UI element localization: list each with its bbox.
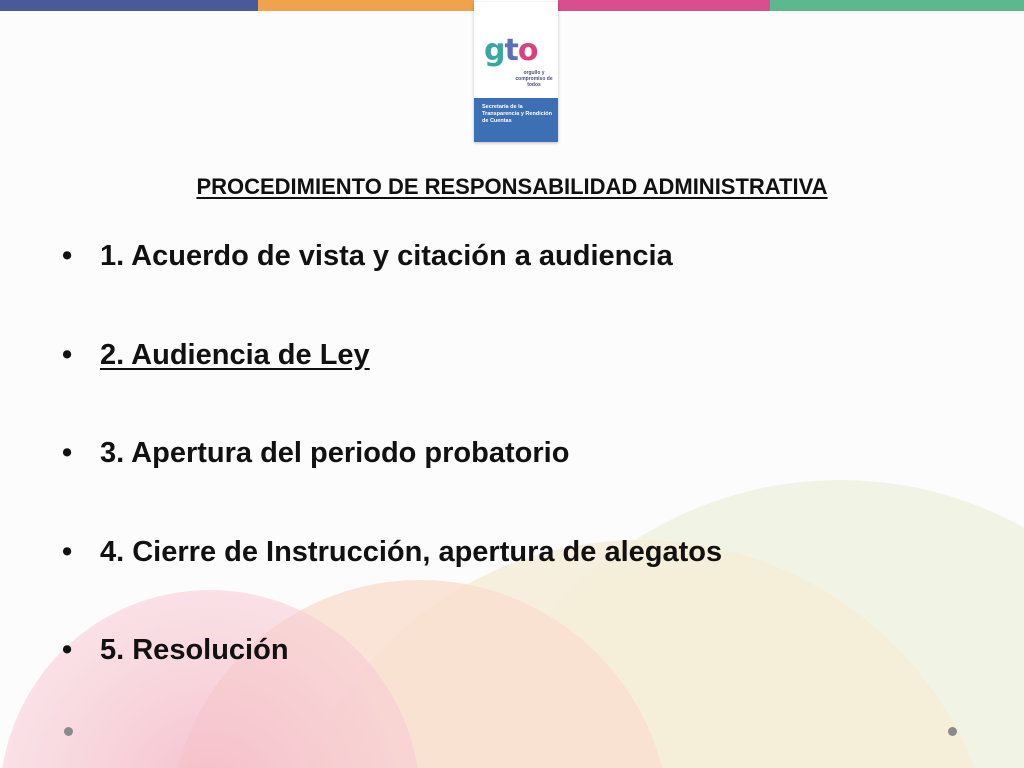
list-item: [62, 532, 722, 631]
list-item: [62, 335, 722, 434]
logo-wordmark: [484, 33, 538, 68]
next-slide-dot-icon[interactable]: [948, 727, 957, 736]
prev-slide-dot-icon[interactable]: [64, 727, 73, 736]
logo-letter-o: o: [517, 33, 538, 68]
step-label: 1. Acuerdo de vista y citación a audiencia: [100, 240, 673, 272]
logo: [474, 2, 558, 142]
logo-tagline: orgullo y compromiso de todos: [515, 70, 553, 88]
step-label: 4. Cierre de Instrucción, apertura de alegatos: [100, 535, 723, 568]
logo-department-label: Secretaría de la Transparencia y Rendición de Cuentas: [474, 98, 558, 142]
bullet-icon: •: [62, 240, 73, 272]
bullet-icon: •: [62, 634, 73, 666]
step-label: 3. Apertura del periodo probatorio: [100, 437, 570, 469]
list-item: [62, 433, 722, 532]
logo-letter-t: t: [504, 33, 518, 68]
list-item: [62, 236, 722, 335]
step-label: 5. Resolución: [100, 634, 289, 666]
slide-title: PROCEDIMIENTO DE RESPONSABILIDAD ADMINISTRATIVA: [196, 174, 828, 199]
list-item: [62, 630, 722, 729]
procedure-steps-list: [62, 236, 722, 729]
bullet-icon: •: [62, 338, 73, 371]
step-label: 2. Audiencia de Ley: [100, 338, 370, 371]
logo-letter-g: g: [484, 33, 505, 68]
bullet-icon: •: [62, 535, 73, 568]
bullet-icon: •: [62, 437, 73, 469]
